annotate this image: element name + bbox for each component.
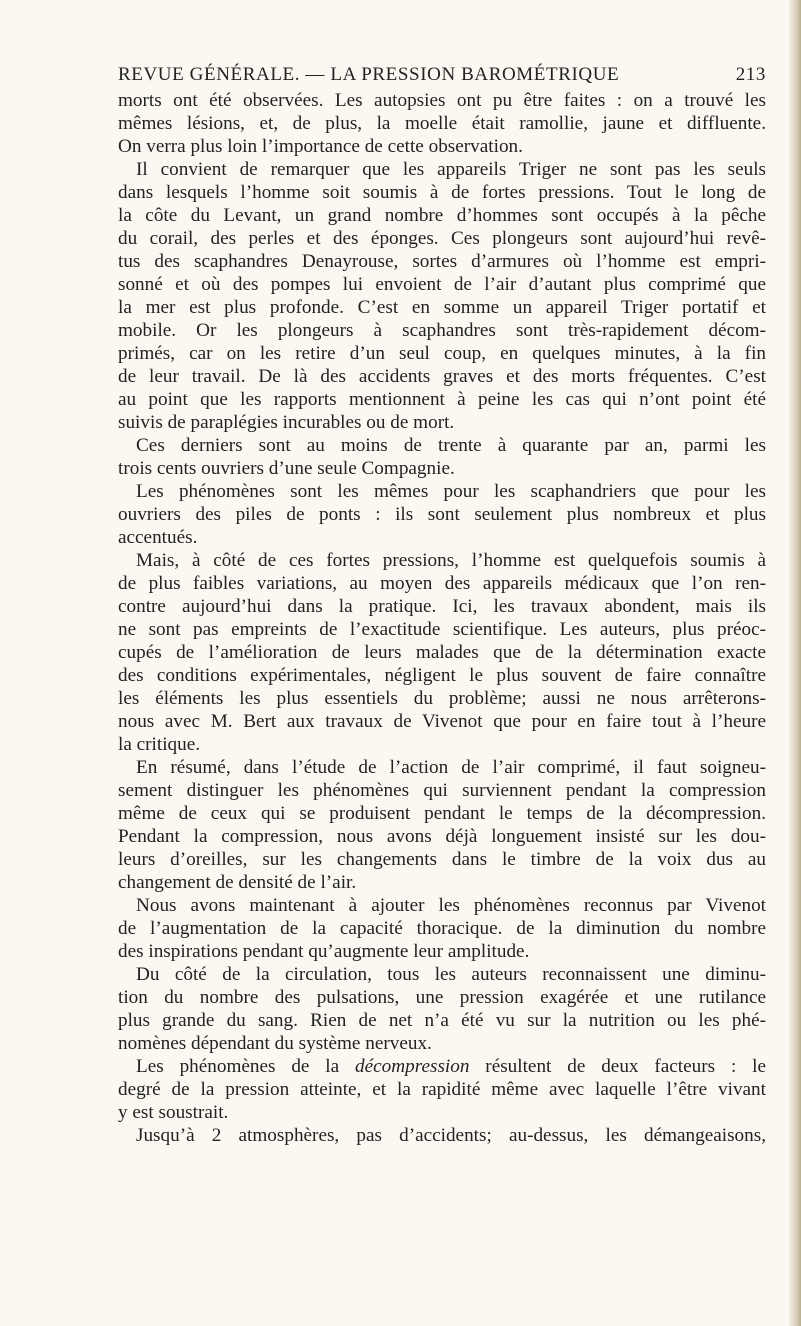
text-line: En résumé, dans l’étude de l’action de l’air comprimé, il faut soigneu- [136,757,766,778]
text-line: Ces derniers sont au moins de trente à quarante par an, parmi les [136,435,766,456]
text-line: suivis de paraplégies incurables ou de mort. [118,412,455,433]
text-line: contre aujourd’hui dans la pratique. Ici, les travaux abondent, mais ils [118,596,766,617]
running-header [118,64,766,86]
text-line: primés, car on les retire d’un seul coup, en quelques minutes, à la fin [118,343,766,364]
text-line: morts ont été observées. Les autopsies ont pu être faites : on a trouvé les [118,90,766,111]
text-line: leurs d’oreilles, sur les changements dans le timbre de la voix dus au [118,849,766,870]
text-line: nomènes dépendant du système nerveux. [118,1033,432,1054]
text-line: Les phénomènes de la décompression résultent de deux facteurs : le [136,1056,766,1077]
text-line: cupés de l’amélioration de leurs malades que de la détermination exacte [118,642,766,663]
text-line: de plus faibles variations, au moyen des appareils médicaux que l’on ren- [118,573,766,594]
page-binding-edge [789,0,801,1326]
text-line: sonné et où des pompes lui envoient de l’air d’autant plus comprimé que [118,274,766,295]
text-line: ouvriers des piles de ponts : ils sont seulement plus nombreux et plus [118,504,766,525]
text-line: dans lesquels l’homme soit soumis à de fortes pressions. Tout le long de [118,182,766,203]
text-line: la côte du Levant, un grand nombre d’hommes sont occupés à la pêche [118,205,766,226]
text-line: Les phénomènes sont les mêmes pour les scaphandriers que pour les [136,481,766,502]
text-line: même de ceux qui se produisent pendant le temps de la décompression. [118,803,766,824]
text-line: Nous avons maintenant à ajouter les phénomènes reconnus par Vivenot [136,895,766,916]
running-title: REVUE GÉNÉRALE. — LA PRESSION BAROMÉTRIQUE [118,64,620,85]
text-line: changement de densité de l’air. [118,872,357,893]
text-line: trois cents ouvriers d’une seule Compagnie. [118,458,455,479]
text-line: les éléments les plus essentiels du problème; aussi ne nous arrêterons- [118,688,766,709]
text-line: mêmes lésions, et, de plus, la moelle était ramollie, jaune et diffluente. [118,113,766,134]
text-line: Du côté de la circulation, tous les auteurs reconnaissent une diminu- [136,964,766,985]
text-line: plus grande du sang. Rien de net n’a été vu sur la nutrition ou les phé- [118,1010,766,1031]
text-line: la critique. [118,734,201,755]
text-line: de l’augmentation de la capacité thoracique. de la diminution du nombre [118,918,766,939]
text-line: degré de la pression atteinte, et la rapidité même avec laquelle l’être vivant [118,1079,766,1100]
text-line: au point que les rapports mentionnent à peine les cas qui n’ont point été [118,389,766,410]
text-line: Il convient de remarquer que les appareils Triger ne sont pas les seuls [136,159,766,180]
text-line: accentués. [118,527,198,548]
text-line: des conditions expérimentales, négligent le plus souvent de faire connaître [118,665,766,686]
text-line: de leur travail. De là des accidents graves et des morts fréquentes. C’est [118,366,766,387]
text-line: Mais, à côté de ces fortes pressions, l’homme est quelquefois soumis à [136,550,766,571]
text-line: nous avec M. Bert aux travaux de Vivenot que pour en faire tout à l’heure [118,711,766,732]
text-line: du corail, des perles et des éponges. Ces plongeurs sont aujourd’hui revê- [118,228,766,249]
text-line: Pendant la compression, nous avons déjà longuement insisté sur les dou- [118,826,766,847]
body-text [118,89,766,1147]
text-line: tion du nombre des pulsations, une pression exagérée et une rutilance [118,987,766,1008]
text-line: mobile. Or les plongeurs à scaphandres sont très-rapidement décom- [118,320,766,341]
text-line: des inspirations pendant qu’augmente leur amplitude. [118,941,530,962]
text-line: sement distinguer les phénomènes qui surviennent pendant la compression [118,780,766,801]
page-number: 213 [735,64,766,85]
text-line: On verra plus loin l’importance de cette observation. [118,136,523,157]
text-line: ne sont pas empreints de l’exactitude scientifique. Les auteurs, plus préoc- [118,619,766,640]
text-line: y est soustrait. [118,1102,229,1123]
text-line: Jusqu’à 2 atmosphères, pas d’accidents; au-dessus, les démangeaisons, [136,1125,766,1146]
text-line: tus des scaphandres Denayrouse, sortes d’armures où l’homme est empri- [118,251,766,272]
text-line: la mer est plus profonde. C’est en somme un appareil Triger portatif et [118,297,766,318]
